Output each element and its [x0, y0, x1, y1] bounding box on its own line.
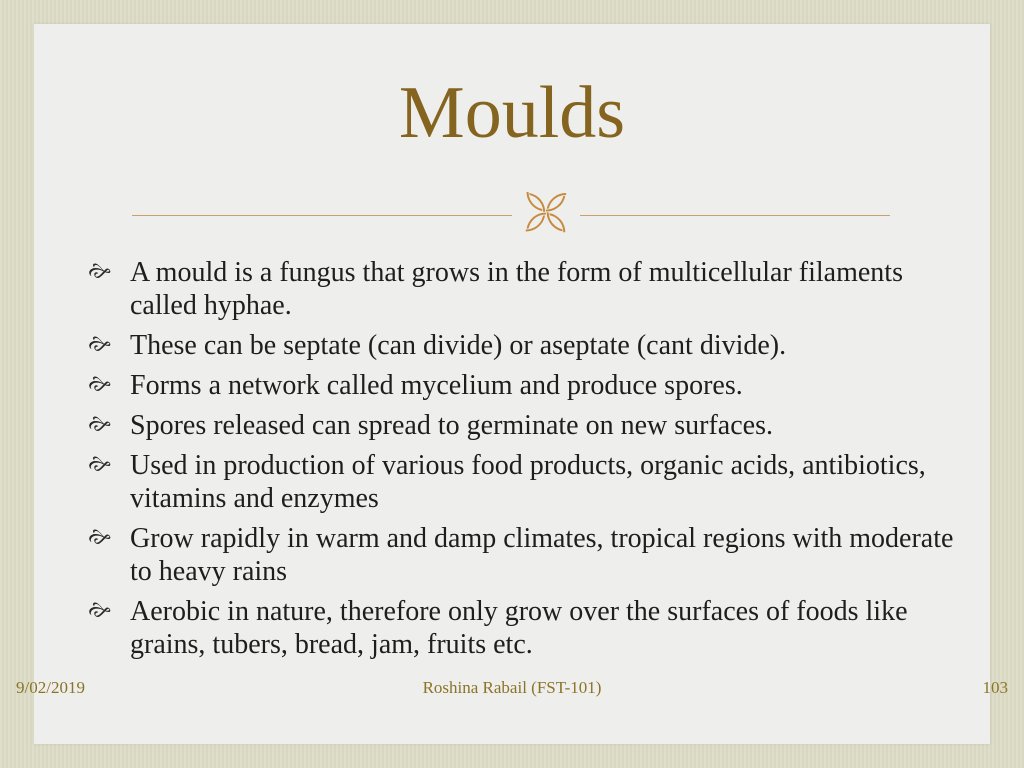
- divider-line-right: [580, 215, 890, 216]
- bullet-item: [88, 595, 968, 661]
- bullet-icon: 🙚: [88, 452, 112, 478]
- bullet-item: [88, 409, 968, 442]
- bullet-text: Grow rapidly in warm and damp climates, tropical regions with moderate to heavy rains: [130, 523, 954, 587]
- slide-title: Moulds: [398, 72, 626, 154]
- footer-author: Roshina Rabail (FST-101): [422, 678, 602, 697]
- bullet-text: Aerobic in nature, therefore only grow over the surfaces of foods like grains, tubers, bread, jam, fruits etc.: [130, 596, 908, 660]
- bullet-item: [88, 329, 968, 362]
- footer-page-number: 103: [982, 678, 1008, 697]
- bullet-text: Used in production of various food products, organic acids, antibiotics, vitamins and enzymes: [130, 450, 926, 514]
- bullet-icon: 🙚: [88, 412, 112, 438]
- bullet-list: [88, 256, 968, 668]
- bullet-icon: 🙚: [88, 372, 112, 398]
- slide: [34, 24, 990, 744]
- bullet-icon: 🙚: [88, 598, 112, 624]
- bullet-item: [88, 256, 968, 322]
- divider-line-left: [132, 215, 512, 216]
- bullet-text: A mould is a fungus that grows in the form of multicellular filaments called hyphae.: [130, 257, 903, 321]
- bullet-item: [88, 522, 968, 588]
- bullet-text: These can be septate (can divide) or aseptate (cant divide).: [130, 330, 787, 361]
- bullet-item: [88, 369, 968, 402]
- flourish-icon: 🙪: [523, 189, 569, 238]
- bullet-icon: 🙚: [88, 525, 112, 551]
- bullet-icon: 🙚: [88, 332, 112, 358]
- bullet-text: Spores released can spread to germinate on new surfaces.: [130, 410, 773, 441]
- bullet-icon: 🙚: [88, 259, 112, 285]
- bullet-item: [88, 449, 968, 515]
- footer-date: 9/02/2019: [16, 678, 85, 697]
- bullet-text: Forms a network called mycelium and produce spores.: [130, 370, 743, 401]
